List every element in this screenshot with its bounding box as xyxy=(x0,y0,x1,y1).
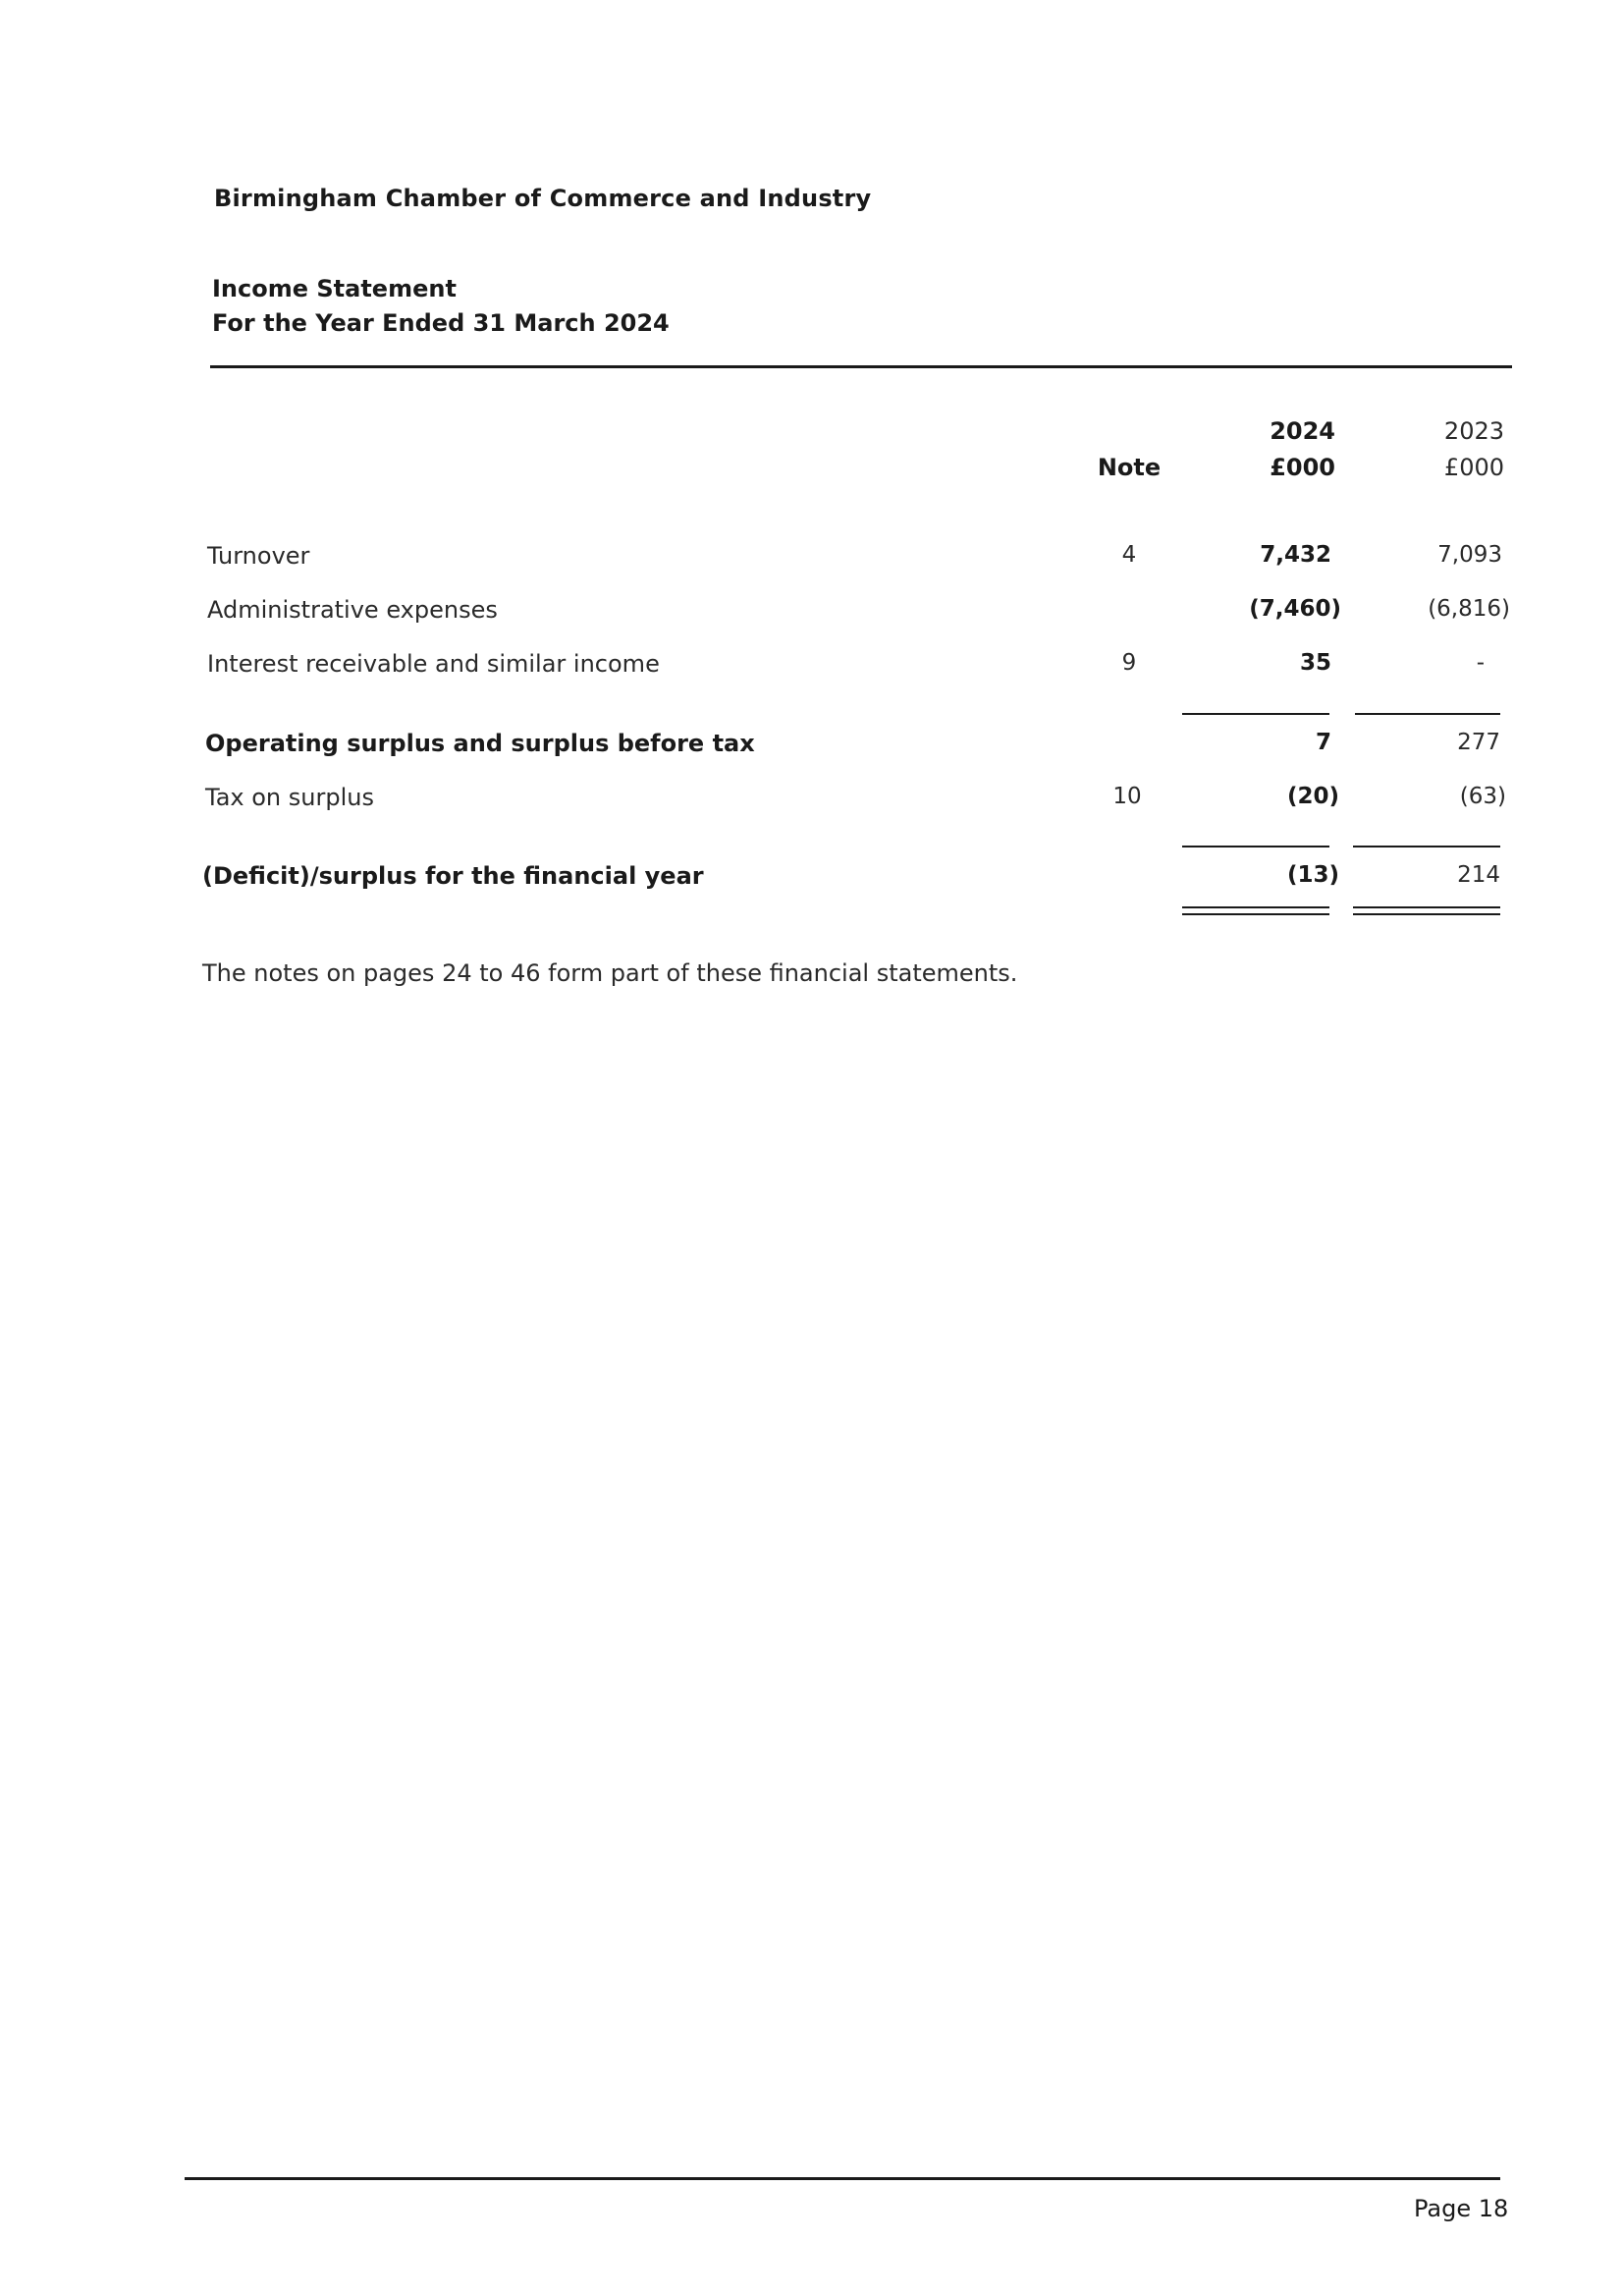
row-current-turnover: 7,432 xyxy=(1260,542,1331,568)
footnote: The notes on pages 24 to 46 form part of these financial statements. xyxy=(202,959,1018,987)
row-prior-turnover: 7,093 xyxy=(1437,542,1502,568)
row-current-admin-expenses: (7,460) xyxy=(1249,596,1341,622)
row-prior-operating-surplus: 277 xyxy=(1457,730,1500,755)
row-label-admin-expenses: Administrative expenses xyxy=(207,596,498,624)
row-current-operating-surplus: 7 xyxy=(1315,730,1331,755)
row-label-interest-receivable: Interest receivable and similar income xyxy=(207,650,660,678)
double-rule-current-upper xyxy=(1182,906,1329,908)
organisation-name: Birmingham Chamber of Commerce and Industry xyxy=(214,185,872,212)
subtotal-rule-current xyxy=(1182,713,1329,715)
row-note-tax-on-surplus: 10 xyxy=(1112,784,1142,809)
page-number: Page 18 xyxy=(1414,2195,1509,2222)
double-rule-current-lower xyxy=(1182,913,1329,915)
row-prior-admin-expenses: (6,816) xyxy=(1428,596,1510,622)
header-rule xyxy=(210,365,1512,368)
row-prior-deficit-surplus: 214 xyxy=(1457,862,1500,888)
column-note: Note xyxy=(1097,454,1162,481)
statement-period: For the Year Ended 31 March 2024 xyxy=(212,309,670,337)
row-current-deficit-surplus: (13) xyxy=(1286,862,1339,888)
row-label-deficit-surplus: (Deficit)/surplus for the financial year xyxy=(202,862,704,890)
row-note-turnover: 4 xyxy=(1121,542,1137,568)
total-rule-prior xyxy=(1353,846,1500,847)
row-label-tax-on-surplus: Tax on surplus xyxy=(205,784,374,811)
row-label-operating-surplus: Operating surplus and surplus before tax xyxy=(205,730,755,757)
footer-rule xyxy=(185,2177,1500,2180)
row-current-tax-on-surplus: (20) xyxy=(1286,784,1339,809)
column-current-year-unit: £000 xyxy=(1270,454,1335,481)
total-rule-current xyxy=(1182,846,1329,847)
statement-title: Income Statement xyxy=(212,275,457,302)
column-prior-year: 2023 xyxy=(1443,417,1504,445)
row-prior-interest-receivable: - xyxy=(1476,650,1485,676)
double-rule-prior-lower xyxy=(1353,913,1500,915)
subtotal-rule-prior xyxy=(1355,713,1500,715)
column-current-year: 2024 xyxy=(1270,417,1335,445)
double-rule-prior-upper xyxy=(1353,906,1500,908)
row-prior-tax-on-surplus: (63) xyxy=(1459,784,1506,809)
row-current-interest-receivable: 35 xyxy=(1299,650,1331,676)
row-note-interest-receivable: 9 xyxy=(1121,650,1137,676)
row-label-turnover: Turnover xyxy=(207,542,310,570)
column-prior-year-unit: £000 xyxy=(1443,454,1504,481)
